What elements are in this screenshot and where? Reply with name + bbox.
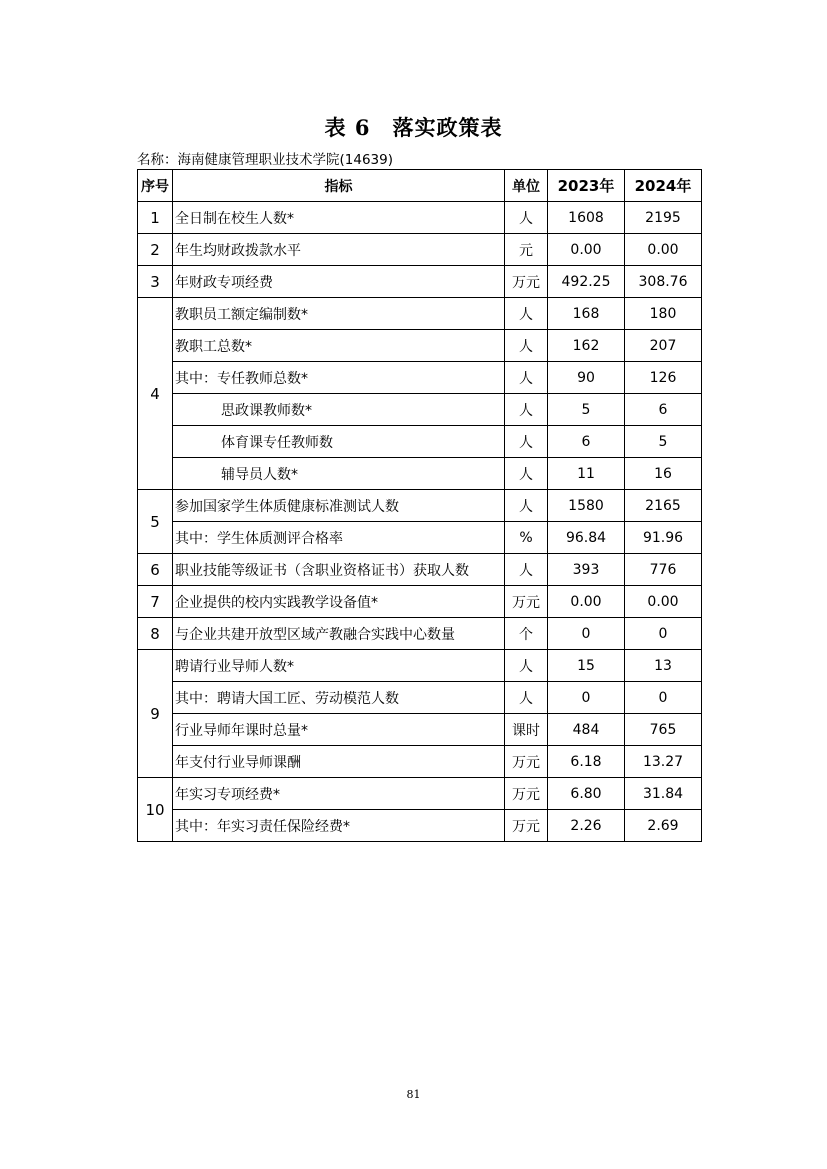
- row-value-2024: 6: [625, 394, 702, 426]
- row-indicator: 年实习专项经费*: [173, 778, 505, 810]
- table-row: [138, 362, 702, 394]
- header-unit: 单位: [505, 170, 548, 202]
- table-header-row: [138, 170, 702, 202]
- row-unit: 万元: [505, 266, 548, 298]
- table-row: [138, 650, 702, 682]
- row-indicator: 与企业共建开放型区域产教融合实践中心数量: [173, 618, 505, 650]
- row-seq: 3: [138, 266, 173, 298]
- row-unit: 人: [505, 394, 548, 426]
- row-unit: %: [505, 522, 548, 554]
- row-value-2023: 2.26: [548, 810, 625, 842]
- table-row: [138, 266, 702, 298]
- row-value-2023: 168: [548, 298, 625, 330]
- row-value-2024: 2.69: [625, 810, 702, 842]
- row-value-2023: 6.80: [548, 778, 625, 810]
- row-indicator: 其中：学生体质测评合格率: [173, 522, 505, 554]
- row-indicator: 其中：专任教师总数*: [173, 362, 505, 394]
- row-value-2023: 0: [548, 618, 625, 650]
- row-value-2023: 393: [548, 554, 625, 586]
- row-unit: 万元: [505, 810, 548, 842]
- table-row: [138, 202, 702, 234]
- row-indicator: 参加国家学生体质健康标准测试人数: [173, 490, 505, 522]
- row-value-2023: 90: [548, 362, 625, 394]
- table-row: [138, 490, 702, 522]
- header-indicator: 指标: [173, 170, 505, 202]
- row-value-2024: 0.00: [625, 586, 702, 618]
- table-row: [138, 298, 702, 330]
- row-value-2023: 5: [548, 394, 625, 426]
- row-indicator: 年支付行业导师课酬: [173, 746, 505, 778]
- row-value-2024: 776: [625, 554, 702, 586]
- row-seq: 1: [138, 202, 173, 234]
- row-seq: 5: [138, 490, 173, 554]
- row-indicator: 年生均财政拨款水平: [173, 234, 505, 266]
- table-row: [138, 714, 702, 746]
- row-seq: 2: [138, 234, 173, 266]
- row-value-2023: 6: [548, 426, 625, 458]
- table-row: [138, 394, 702, 426]
- row-value-2023: 484: [548, 714, 625, 746]
- row-value-2023: 0.00: [548, 586, 625, 618]
- row-value-2024: 765: [625, 714, 702, 746]
- row-value-2024: 308.76: [625, 266, 702, 298]
- row-indicator: 年财政专项经费: [173, 266, 505, 298]
- row-unit: 万元: [505, 778, 548, 810]
- row-value-2024: 126: [625, 362, 702, 394]
- row-unit: 课时: [505, 714, 548, 746]
- table-row: [138, 586, 702, 618]
- row-indicator: 其中：年实习责任保险经费*: [173, 810, 505, 842]
- row-indicator: 行业导师年课时总量*: [173, 714, 505, 746]
- row-value-2024: 13.27: [625, 746, 702, 778]
- row-unit: 人: [505, 650, 548, 682]
- row-unit: 人: [505, 458, 548, 490]
- row-value-2024: 180: [625, 298, 702, 330]
- row-unit: 人: [505, 682, 548, 714]
- table-row: [138, 682, 702, 714]
- table-row: [138, 554, 702, 586]
- row-indicator: 其中：聘请大国工匠、劳动模范人数: [173, 682, 505, 714]
- table-row: [138, 458, 702, 490]
- row-value-2024: 2195: [625, 202, 702, 234]
- row-value-2024: 91.96: [625, 522, 702, 554]
- row-value-2023: 11: [548, 458, 625, 490]
- row-seq: 10: [138, 778, 173, 842]
- row-indicator: 辅导员人数*: [173, 458, 505, 490]
- table-row: [138, 746, 702, 778]
- row-indicator: 教职员工额定编制数*: [173, 298, 505, 330]
- institution-name: 名称：海南健康管理职业技术学院(14639): [137, 152, 393, 168]
- row-value-2024: 0: [625, 682, 702, 714]
- header-2023: 2023年: [548, 170, 625, 202]
- row-value-2024: 0.00: [625, 234, 702, 266]
- table-row: [138, 426, 702, 458]
- row-value-2023: 1608: [548, 202, 625, 234]
- header-seq: 序号: [138, 170, 173, 202]
- row-unit: 人: [505, 554, 548, 586]
- row-unit: 万元: [505, 586, 548, 618]
- row-value-2023: 0.00: [548, 234, 625, 266]
- row-unit: 人: [505, 362, 548, 394]
- row-unit: 人: [505, 330, 548, 362]
- row-value-2023: 15: [548, 650, 625, 682]
- row-seq: 7: [138, 586, 173, 618]
- row-indicator: 聘请行业导师人数*: [173, 650, 505, 682]
- row-unit: 人: [505, 202, 548, 234]
- row-unit: 人: [505, 298, 548, 330]
- table-row: [138, 778, 702, 810]
- row-indicator: 全日制在校生人数*: [173, 202, 505, 234]
- row-unit: 人: [505, 490, 548, 522]
- row-value-2023: 0: [548, 682, 625, 714]
- page-title: 表 6 落实政策表: [324, 115, 503, 140]
- row-seq: 9: [138, 650, 173, 778]
- row-value-2023: 492.25: [548, 266, 625, 298]
- table-row: [138, 234, 702, 266]
- row-value-2024: 0: [625, 618, 702, 650]
- row-unit: 元: [505, 234, 548, 266]
- row-value-2023: 1580: [548, 490, 625, 522]
- table-row: [138, 330, 702, 362]
- table-row: [138, 522, 702, 554]
- row-unit: 个: [505, 618, 548, 650]
- row-value-2024: 31.84: [625, 778, 702, 810]
- row-unit: 万元: [505, 746, 548, 778]
- policy-table: [137, 169, 702, 842]
- page-number: 81: [406, 1088, 421, 1101]
- row-indicator: 教职工总数*: [173, 330, 505, 362]
- row-indicator: 体育课专任教师数: [173, 426, 505, 458]
- row-value-2023: 96.84: [548, 522, 625, 554]
- row-seq: 8: [138, 618, 173, 650]
- row-seq: 4: [138, 298, 173, 490]
- row-value-2024: 207: [625, 330, 702, 362]
- row-value-2023: 6.18: [548, 746, 625, 778]
- row-indicator: 职业技能等级证书（含职业资格证书）获取人数: [173, 554, 505, 586]
- row-unit: 人: [505, 426, 548, 458]
- row-value-2024: 5: [625, 426, 702, 458]
- table-row: [138, 810, 702, 842]
- row-seq: 6: [138, 554, 173, 586]
- row-value-2024: 16: [625, 458, 702, 490]
- header-2024: 2024年: [625, 170, 702, 202]
- row-value-2024: 2165: [625, 490, 702, 522]
- row-value-2023: 162: [548, 330, 625, 362]
- table-row: [138, 618, 702, 650]
- row-value-2024: 13: [625, 650, 702, 682]
- row-indicator: 企业提供的校内实践教学设备值*: [173, 586, 505, 618]
- row-indicator: 思政课教师数*: [173, 394, 505, 426]
